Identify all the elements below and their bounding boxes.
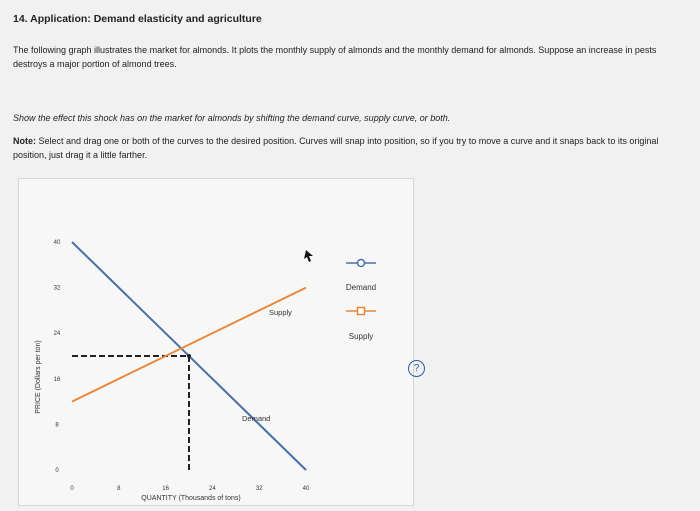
legend-demand-marker	[358, 260, 365, 267]
note-text: Select and drag one or both of the curves to the desired position. Curves will snap into position, so if you try to move a curve and it snaps back to its original position, just drag it a little farther.	[13, 136, 659, 160]
legend-demand-label: Demand	[345, 283, 377, 292]
supply-curve-label: Supply	[269, 308, 292, 317]
x-tick-label: 40	[302, 486, 310, 492]
help-icon[interactable]: ?	[408, 360, 425, 377]
x-tick-label: 0	[70, 486, 74, 492]
question-title: 14. Application: Demand elasticity and agriculture	[13, 13, 262, 25]
demand-curve-label: Demand	[242, 414, 271, 423]
x-tick-label: 24	[209, 486, 216, 492]
cursor-arrow-icon	[304, 250, 313, 262]
legend-demand-tool[interactable]	[346, 260, 376, 293]
y-tick-label: 16	[53, 376, 61, 383]
y-tick-label: 24	[53, 331, 61, 338]
note-paragraph	[13, 134, 685, 162]
y-tick-label: 8	[55, 422, 59, 429]
x-tick-label: 8	[117, 486, 121, 492]
legend-supply-marker	[358, 308, 365, 315]
intro-paragraph: The following graph illustrates the market for almonds. It plots the monthly supply of almonds and the monthly demand for almonds. Suppose an increase in pests destroys a major portion of almond trees.	[13, 45, 657, 69]
y-tick-label: 32	[53, 285, 61, 292]
y-tick-label: 0	[55, 468, 59, 474]
y-tick-label: 40	[53, 240, 61, 246]
supply-demand-graph	[19, 179, 413, 505]
graph-panel	[18, 178, 420, 506]
x-tick-label: 16	[162, 486, 169, 492]
legend-supply-tool[interactable]	[346, 308, 376, 342]
x-axis-label: QUANTITY (Thousands of tons)	[141, 495, 241, 502]
legend-supply-label: Supply	[348, 332, 374, 341]
y-axis-label: PRICE (Dollars per ton)	[35, 340, 42, 414]
equilibrium-point	[187, 354, 191, 358]
note-label: Note:	[13, 136, 36, 146]
x-tick-label: 32	[255, 486, 263, 492]
instruction-paragraph: Show the effect this shock has on the market for almonds by shifting the demand curve, supply curve, or both.	[13, 113, 451, 123]
